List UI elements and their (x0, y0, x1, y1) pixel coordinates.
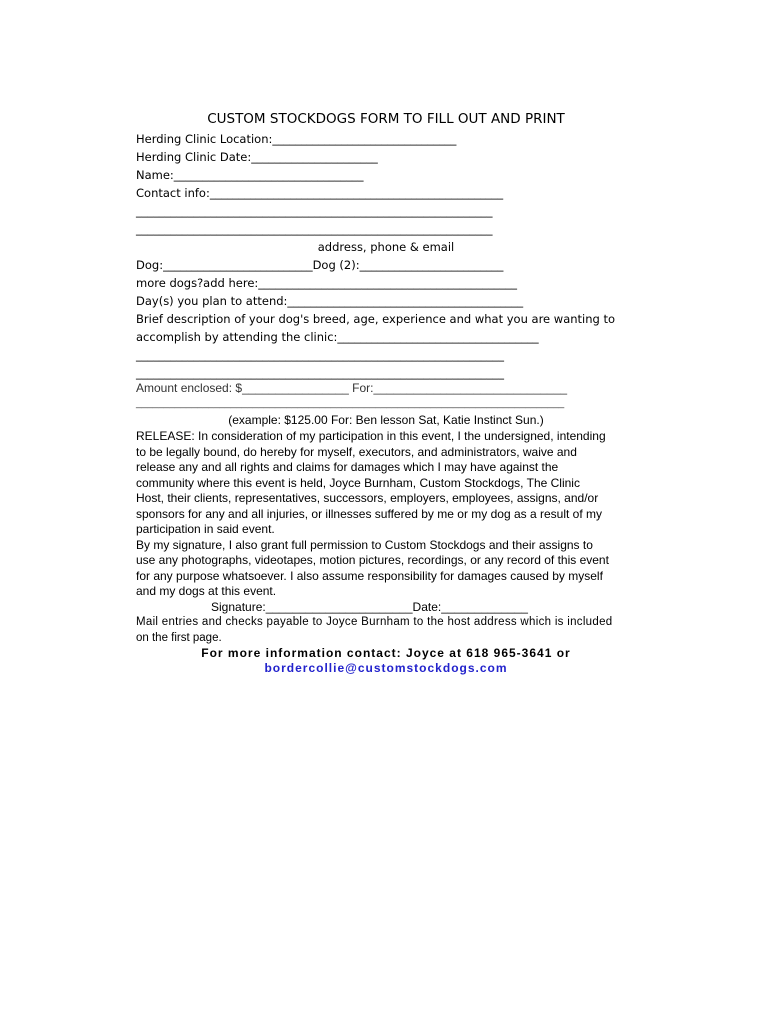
description-line-3: ________________________________________________________________ (136, 366, 504, 380)
amount-underline: _____________________________________________________________________________ (136, 398, 565, 409)
release-line: sponsors for any and all injuries, or illnesses suffered by me or my dog as a result of my (136, 506, 602, 521)
contact-line-2: ______________________________________________________________ (136, 204, 493, 218)
example-text: (example: $125.00 For: Ben lesson Sat, Katie Instinct Sun.) (228, 413, 544, 427)
mail-line: Mail entries and checks payable to Joyce Burnham to the host address which is included (136, 616, 613, 628)
contact-hint: address, phone & email (317, 240, 455, 254)
contact-field: Contact info:___________________________________________________ (136, 186, 504, 200)
contact-line-3: ______________________________________________________________ (136, 222, 493, 236)
mail-line: on the first page. (136, 631, 222, 644)
description-line-2: ________________________________________________________________ (136, 348, 504, 362)
release-line: Host, their clients, representatives, successors, employers, employees, assigns, and/or (136, 491, 599, 505)
contact-info: For more information contact: Joyce at 618 965-3641 or (201, 646, 571, 660)
amount-field: Amount enclosed: $________________ For:_____________________________ (136, 381, 568, 395)
release-line: By my signature, I also grant full permission to Custom Stockdogs and their assigns to (136, 537, 593, 552)
release-line: RELEASE: In consideration of my participation in this event, I the undersigned, intending (136, 429, 606, 443)
description-field: accomplish by attending the clinic:___________________________________ (136, 330, 539, 344)
description-label: Brief description of your dog's breed, age, experience and what you are wanting to (136, 312, 616, 326)
signature-field: Signature:______________________Date:_____________ (211, 599, 528, 614)
date-field: Herding Clinic Date:______________________ (136, 150, 378, 164)
location-field: Herding Clinic Location:________________________________ (136, 132, 457, 146)
release-line: community where this event is held, Joyce Burnham, Custom Stockdogs, The Clinic (136, 475, 580, 490)
email-link[interactable]: bordercollie@customstockdogs.com (264, 661, 508, 675)
release-line: and my dogs at this event. (136, 584, 277, 598)
form-title: CUSTOM STOCKDOGS FORM TO FILL OUT AND PRINT (207, 111, 565, 127)
name-field: Name:_________________________________ (136, 168, 364, 182)
dog-field: Dog:__________________________Dog (2):_________________________ (136, 258, 504, 272)
release-line: for any purpose whatsoever. I also assume responsibility for damages caused by myself (136, 568, 603, 583)
more-dogs-field: more dogs?add here:_____________________________________________ (136, 276, 518, 290)
release-line: participation in said event. (136, 522, 275, 536)
release-line: to be legally bound, do hereby for myself, executors, and administrators, waive and (136, 444, 577, 459)
release-line: use any photographs, videotapes, motion pictures, recordings, or any record of this event (136, 553, 609, 567)
days-field: Day(s) you plan to attend:_________________________________________ (136, 294, 524, 308)
release-line: release any and all rights and claims for damages which I may have against the (136, 460, 559, 474)
